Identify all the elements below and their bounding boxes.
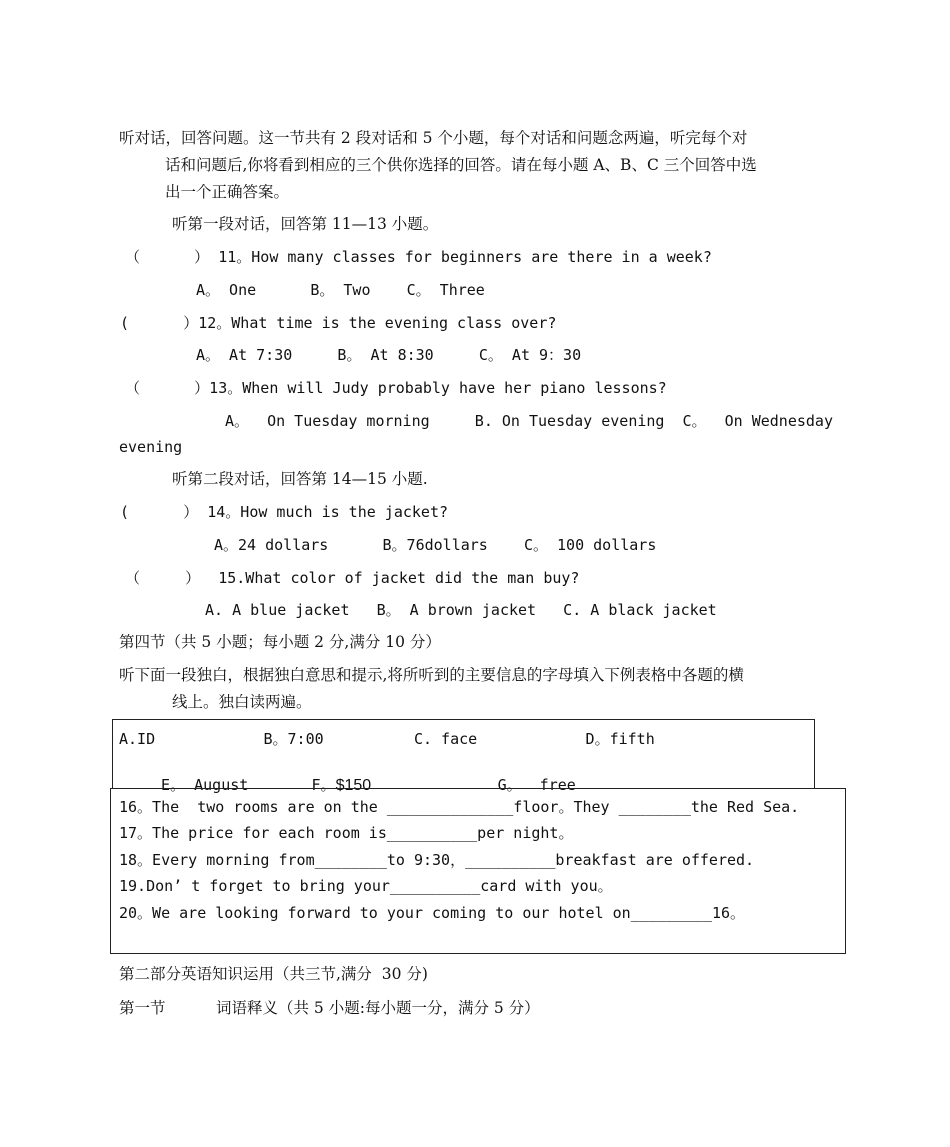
section3-instruction-line1: 听对话，回答问题。这一节共有 2 段对话和 5 个小题，每个对话和问题念两遍，听完每个对 <box>119 129 748 147</box>
question-13-options: A。 On Tuesday morning B. On Tuesday evening C。 On Wednesday <box>225 412 833 430</box>
question-16: 16。The two rooms are on the ______________floor。They ________the Red Sea. <box>119 798 800 816</box>
choices-row-2-suffix: G。 free <box>497 776 576 794</box>
question-14: ( ） 14。How much is the jacket? <box>120 503 449 521</box>
question-12-options: A。 At 7:30 B。 At 8:30 C。 At 9：30 <box>196 346 582 364</box>
question-18: 18。Every morning from________to 9:30，__________breakfast are offered. <box>119 851 755 869</box>
question-20: 20。We are looking forward to your coming to our hotel on_________16。 <box>119 904 746 922</box>
choices-row-2-prefix: E。 August F。 <box>143 776 336 794</box>
questions-box <box>110 788 846 954</box>
part2-section1-label: 第一节 <box>119 999 166 1017</box>
question-11-options: A。 One B。 Two C。 Three <box>196 281 485 299</box>
section4-instruction-line1: 听下面一段独白，根据独白意思和提示,将所听到的主要信息的字母填入下例表格中各题的横 <box>119 666 744 684</box>
question-15: （ ） 15.What color of jacket did the man buy? <box>125 569 580 587</box>
section3-instruction-line3: 出一个正确答案。 <box>165 183 290 201</box>
choices-row-1: A.ID B。7:00 C. face D。fifth <box>119 730 655 748</box>
part2-section1-title: 词语释义（共 5 小题:每小题一分，满分 5 分） <box>216 999 540 1017</box>
question-13: （ ）13。When will Judy probably have her piano lessons? <box>125 379 667 397</box>
question-13-options-wrap: evening <box>119 438 183 456</box>
question-15-options: A. A blue jacket B。 A brown jacket C. A black jacket <box>205 601 717 619</box>
dialog2-heading: 听第二段对话，回答第 14—15 小题. <box>172 470 428 488</box>
section4-instruction-line2: 线上。独白读两遍。 <box>172 693 312 711</box>
question-19: 19.Don’ t forget to bring your__________card with you。 <box>119 877 613 895</box>
question-11: （ ） 11。How many classes for beginners are there in a week? <box>125 248 712 266</box>
section3-instruction-line2: 话和问题后,你将看到相应的三个供你选择的回答。请在每小题 A、B、C 三个回答中选 <box>165 156 757 174</box>
choice-f-price: $150 <box>335 777 372 794</box>
choices-box <box>112 719 815 794</box>
part2-heading: 第二部分英语知识运用（共三节,满分 30 分) <box>119 965 428 983</box>
dialog1-heading: 听第一段对话，回答第 11—13 小题。 <box>172 215 439 233</box>
section4-heading: 第四节（共 5 小题；每小题 2 分,满分 10 分） <box>119 633 441 651</box>
question-17: 17。The price for each room is__________per night。 <box>119 824 574 842</box>
question-14-options: A。24 dollars B。76dollars C。 100 dollars <box>214 536 657 554</box>
question-12: ( ）12。What time is the evening class over? <box>120 314 557 332</box>
